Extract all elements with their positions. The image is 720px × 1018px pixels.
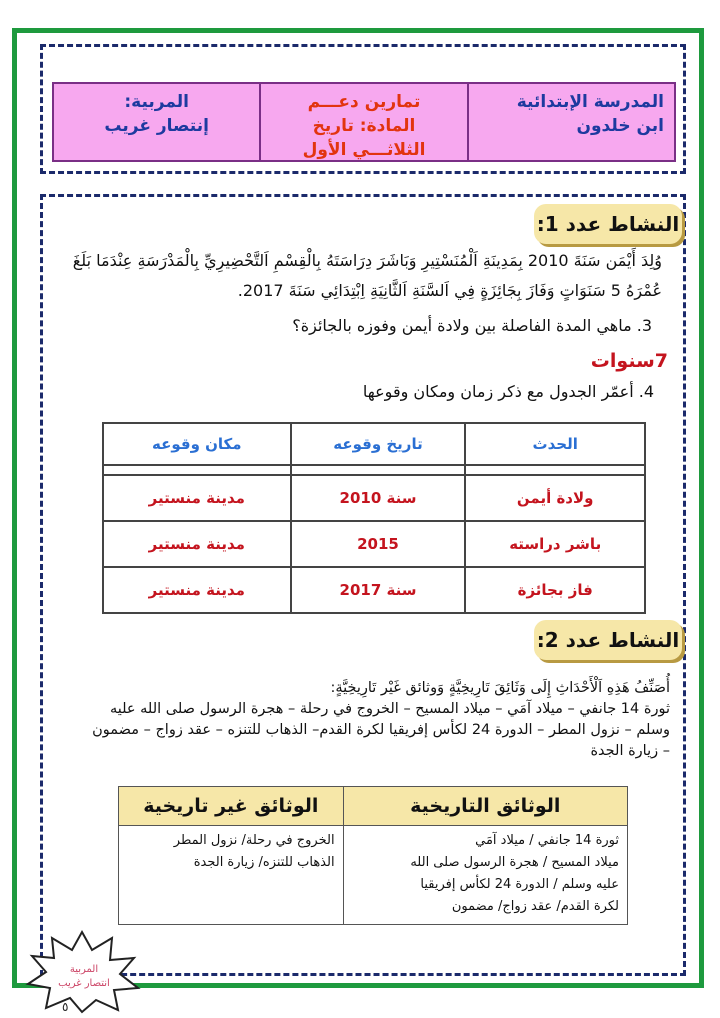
- teacher-stamp: [22, 928, 142, 1014]
- list-item: الخروج في رحلة/ نزول المطر: [173, 833, 335, 848]
- list-item: لكرة القدم/ عقد زواج/ مضمون: [451, 899, 619, 914]
- events-table-header: [103, 423, 645, 465]
- list-item: عليه وسلم / الدورة 24 لكأس إفريقيا: [420, 877, 619, 892]
- question-4: 4. أعمّر الجدول مع ذكر زمان ومكان وقوعها: [362, 382, 654, 401]
- activity2-line3: – زيارة الجدة: [590, 743, 670, 759]
- teacher-cell: [54, 84, 259, 160]
- header-place: مكان وقوعه: [103, 423, 291, 465]
- documents-table-header: [119, 787, 628, 826]
- activity2-badge: النشاط عدد 2:: [534, 620, 682, 660]
- activity1-badge: النشاط عدد 1:: [534, 204, 682, 244]
- event-cell: ولادة أيمن: [465, 475, 645, 521]
- list-item: ثورة 14 جانفي / ميلاد آمَي: [475, 833, 619, 848]
- place-cell: مدينة منستير: [103, 521, 291, 567]
- activity2-instruction: أُصَنِّفُ هَذِهِ اَلْأَحْدَاثِ إِلَى وَثَائِقَ تَارِيخِيَّةٍ وَوثائق غَيْر تَارِيخِيَّةٍ:: [330, 680, 670, 696]
- header-table: [52, 82, 676, 162]
- header-historical: الوثائق التاريخية: [343, 787, 627, 826]
- table-row: [103, 567, 645, 613]
- historical-cell: [343, 826, 627, 925]
- table-row: [119, 826, 628, 925]
- table-row: [103, 475, 645, 521]
- event-cell: باشر دراسته: [465, 521, 645, 567]
- school-cell: [467, 84, 674, 160]
- non-historical-cell: [119, 826, 344, 925]
- term-label: الثلاثـــي الأول: [302, 140, 426, 160]
- list-item: الذهاب للتنزه/ زيارة الجدة: [193, 855, 335, 870]
- header-event: الحدث: [465, 423, 645, 465]
- stamp-line2: انتصار غريب: [58, 978, 110, 989]
- activity1-text: [52, 246, 662, 306]
- answer-3: 7سنوات: [590, 350, 668, 372]
- teacher-label: المربية:: [124, 92, 189, 112]
- place-cell: مدينة منستير: [103, 475, 291, 521]
- school-label: المدرسة الإبتدائية: [516, 92, 664, 112]
- school-name: ابن خلدون: [576, 116, 664, 136]
- documents-table: [118, 786, 628, 925]
- date-cell: سنة 2017: [291, 567, 466, 613]
- question-3: 3. ماهي المدة الفاصلة بين ولادة أيمن وفوزه بالجائزة؟: [292, 316, 652, 335]
- activity2-line1: ثورة 14 جانفي – ميلاد آمَي – ميلاد المسيح – الخروج في رحلة – هجرة الرسول صلى الله عليه: [109, 701, 670, 717]
- page-number: ٥: [62, 1000, 69, 1014]
- activity1-text-line2: عُمْرَهُ 5 سَنَوَاتٍ وَفَازَ بِجَائِزَةٍ فِي اَلسَّنَةِ اَلثَّانِيَةِ اِبْتِدَائِي سَنَةَ 2017.: [237, 281, 662, 300]
- teacher-name: إنتصار غريب: [104, 116, 209, 136]
- place-cell: مدينة منستير: [103, 567, 291, 613]
- activity2-text: [50, 678, 670, 762]
- events-table: [102, 422, 646, 614]
- date-cell: سنة 2010: [291, 475, 466, 521]
- list-item: ميلاد المسيح / هجرة الرسول صلى الله: [410, 855, 619, 870]
- subject-label: المادة: تاريخ: [312, 116, 416, 136]
- date-cell: 2015: [291, 521, 466, 567]
- header-date: تاريخ وقوعه: [291, 423, 466, 465]
- activity2-line2: وسلم – نزول المطر – الدورة 24 لكأس إفريقيا لكرة القدم– الذهاب للتنزه – عقد زواج – مضمون: [92, 722, 670, 738]
- subject-cell: [259, 84, 466, 160]
- sheet-title: تمارين دعـــم: [307, 92, 421, 112]
- table-row: [103, 521, 645, 567]
- event-cell: فاز بجائزة: [465, 567, 645, 613]
- header-non-historical: الوثائق غير تاريخية: [119, 787, 344, 826]
- activity1-text-line1: وُلِدَ أَيْمَن سَنَةَ 2010 بِمَدِينَةِ اَلْمُنَسْتِيرِ وَبَاشَرَ دِرَاسَتَهُ بِالْقِسْمِ اَلتَّحْضِيرِيِّ بِالْمَدْرَسَةِ عِنْدَمَا بَلَغَ: [72, 251, 662, 270]
- stamp-line1: المربية: [69, 964, 99, 975]
